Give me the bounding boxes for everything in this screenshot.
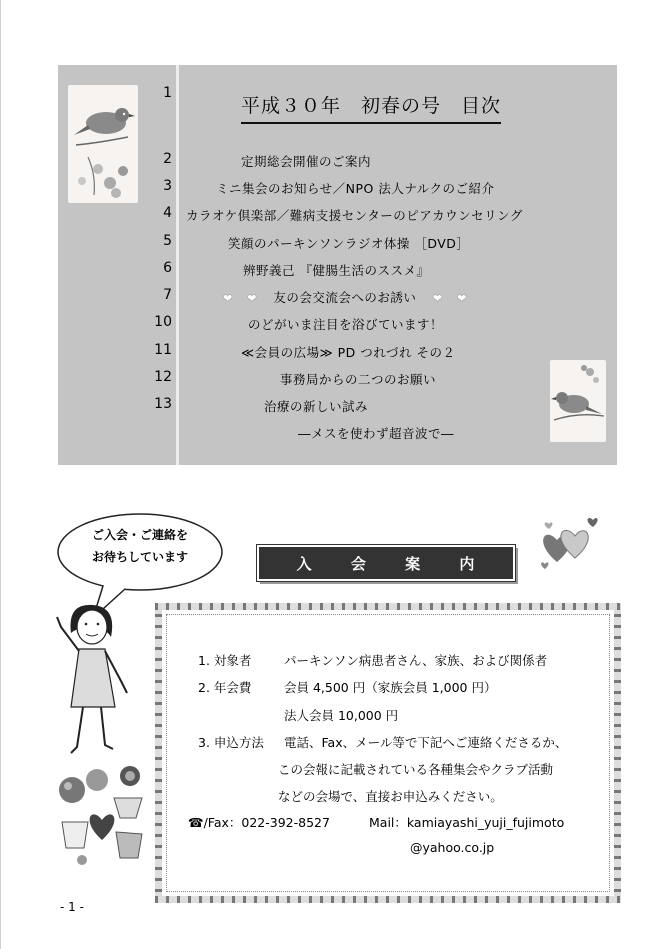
membership-info-frame	[155, 603, 621, 903]
page-edge	[0, 0, 1, 949]
apply-value: などの会場で、直接お申込みください。	[278, 789, 503, 804]
toc-entry-subtitle: ―メスを使わず超音波で―	[298, 426, 455, 441]
fee-label: 2. 年会費	[198, 680, 252, 695]
toc-page-number: 5	[163, 233, 172, 249]
toc-entry: 治療の新しい試み	[264, 399, 369, 414]
toc-page-number: 6	[163, 260, 172, 276]
heart-icon: ❤	[457, 292, 467, 305]
hearts-decoration	[535, 512, 605, 572]
toc-title: 平成３０年 初春の号 目次	[241, 91, 501, 124]
toc-entry: ミニ集会のお知らせ／NPO 法人ナルクのご紹介	[216, 181, 495, 196]
toc-entry: カラオケ倶楽部／難病支援センターのピアカウンセリング	[186, 208, 523, 223]
toc-entry: 事務局からの二つのお願い	[280, 372, 437, 387]
apply-value: この会報に記載されている各種集会やクラブ活動	[278, 762, 554, 777]
apply-label: 3. 申込方法	[198, 735, 264, 750]
toc-page-number: 7	[163, 287, 172, 303]
toc-entry: 辨野義己 『健腸生活のススメ』	[243, 263, 430, 278]
table-of-contents	[58, 65, 617, 465]
toc-entry: ≪会員の広場≫ PD つれづれ その２	[241, 345, 456, 360]
join-title: 入 会 案 内	[296, 555, 476, 573]
toc-page-number: 10	[154, 314, 172, 330]
target-value: パーキンソン病患者さん、家族、および関係者	[284, 653, 548, 668]
heart-icon: ❤	[432, 292, 443, 305]
heart-icon: ❤	[247, 292, 257, 305]
sweets-illustration	[52, 762, 147, 867]
heart-icon: ❤	[223, 292, 233, 305]
target-label: 1. 対象者	[198, 653, 252, 668]
join-title-banner	[257, 545, 515, 581]
toc-entry: 笑顔のパーキンソンラジオ体操 ［DVD］	[228, 236, 470, 251]
toc-page-number: 4	[163, 205, 172, 221]
toc-page-number: 12	[154, 369, 172, 385]
toc-page-number: 3	[163, 178, 172, 194]
bird-illustration-bottom	[550, 360, 606, 442]
phone-fax: ☎/Fax：022-392-8527	[188, 815, 330, 830]
toc-page-number: 11	[154, 342, 172, 358]
bubble-line: ご入会・ご連絡を	[91, 528, 188, 542]
woman-illustration	[55, 597, 135, 757]
toc-page-number: 2	[163, 151, 172, 167]
toc-entry: 定期総会開催のご案内	[241, 154, 372, 169]
toc-entry-row	[223, 288, 467, 306]
toc-entry: 友の会交流会へのお誘い	[273, 290, 417, 305]
page-number: - 1 -	[60, 900, 84, 914]
mail-address: Mail：kamiayashi_yuji_fujimoto	[369, 815, 565, 830]
toc-entry: のどがいま注目を浴びています！	[248, 317, 444, 332]
toc-page-number: 13	[154, 396, 172, 412]
apply-value: 電話、Fax、メール等で下記へご連絡くださるか、	[284, 735, 568, 750]
toc-divider	[176, 65, 179, 465]
mail-domain: @yahoo.co.jp	[410, 840, 495, 855]
fee-value-corporate: 法人会員 10,000 円	[284, 708, 399, 723]
bubble-line: お待ちしています	[91, 550, 188, 564]
fee-value: 会員 4,500 円（家族会員 1,000 円）	[284, 680, 497, 695]
toc-page-number: 1	[163, 85, 172, 101]
bubble-text	[60, 524, 220, 568]
